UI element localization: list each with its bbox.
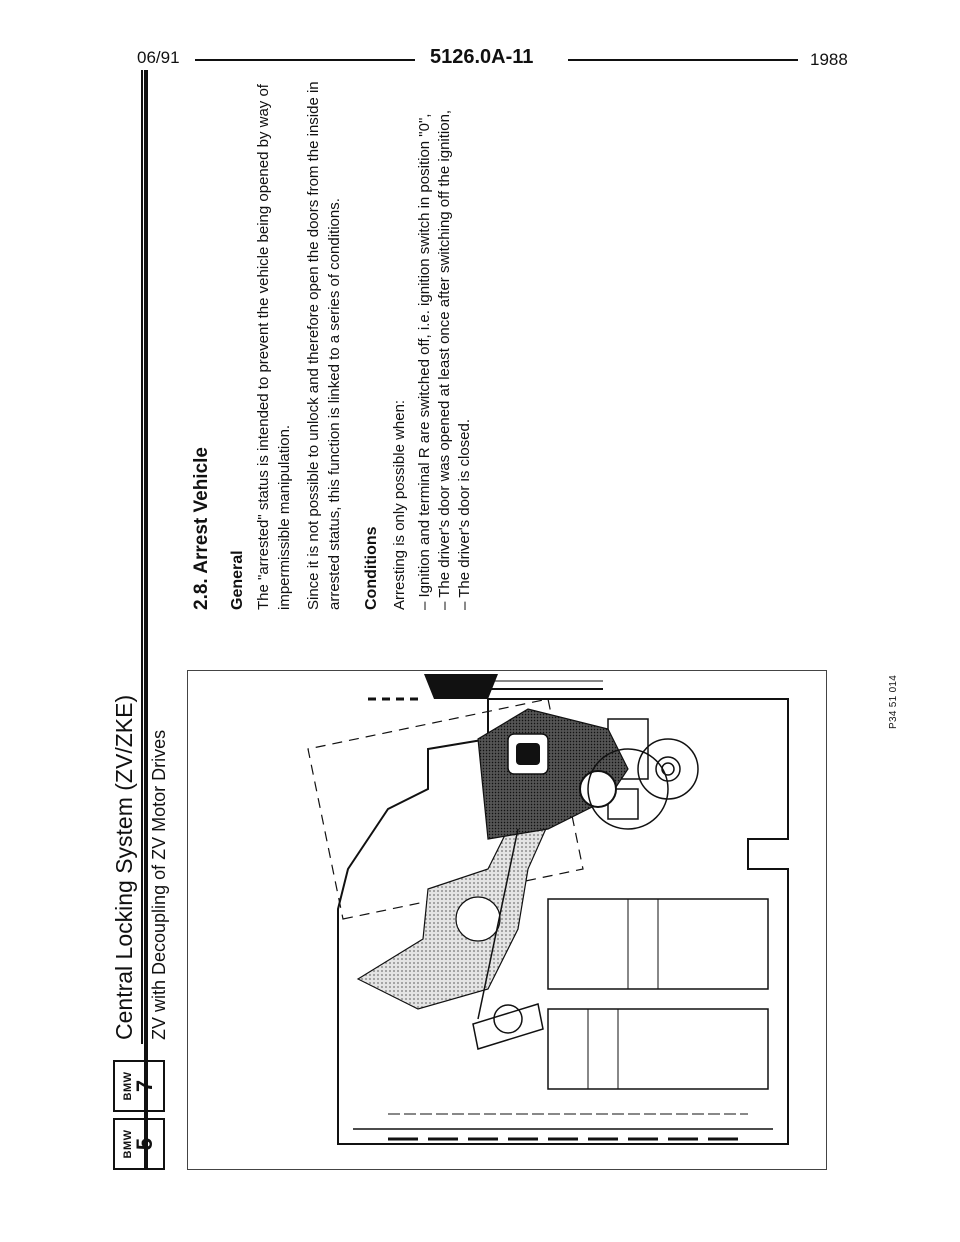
header-year: 1988 (810, 50, 848, 69)
conditions-list (415, 50, 475, 610)
figure-reference: P34 51 014 (888, 674, 899, 729)
logo-bmw-7 (113, 1060, 165, 1112)
general-paragraph-1: The "arrested" status is intended to prevent the vehicle being opened by way of impermissible manipulation. (255, 84, 293, 610)
system-subtitle: ZV with Decoupling of ZV Motor Drives (149, 729, 169, 1040)
system-title: Central Locking System (ZV/ZKE) (111, 694, 137, 1040)
logo-bmw-5 (113, 1118, 165, 1170)
logo-model: 5 (132, 1137, 157, 1151)
header-date: 06/91 (137, 48, 180, 67)
lock-mechanism-figure (187, 670, 899, 1170)
list-item: – The driver's door was opened at least once after switching off the ignition, (436, 109, 453, 610)
conditions-intro: Arresting is only possible when: (391, 399, 408, 610)
list-item: – Ignition and terminal R are switched off, i.e. ignition switch in position "0", (416, 113, 433, 610)
lock-mechanism-drawing (188, 669, 828, 1169)
model-logos (113, 1060, 165, 1170)
header-doc-code: 5126.0A-11 (430, 46, 534, 68)
list-item: – The driver's door is closed. (456, 418, 473, 610)
logo-model: 7 (132, 1079, 157, 1093)
conditions-heading: Conditions (363, 526, 380, 610)
logo-brand: BMW (122, 1129, 134, 1159)
title-rule (141, 70, 143, 1044)
toothed-lever (358, 809, 548, 1009)
section-title: 2.8. Arrest Vehicle (191, 446, 212, 610)
lock-knob (424, 674, 498, 699)
logo-brand: BMW (122, 1071, 134, 1101)
rotated-content (113, 70, 960, 1170)
header-rule-right (568, 59, 798, 61)
general-paragraph-2: Since it is not possible to unlock and therefore open the doors from the inside in arrested status, this function is linked to a series of conditions. (305, 81, 343, 610)
general-heading: General (229, 550, 246, 610)
